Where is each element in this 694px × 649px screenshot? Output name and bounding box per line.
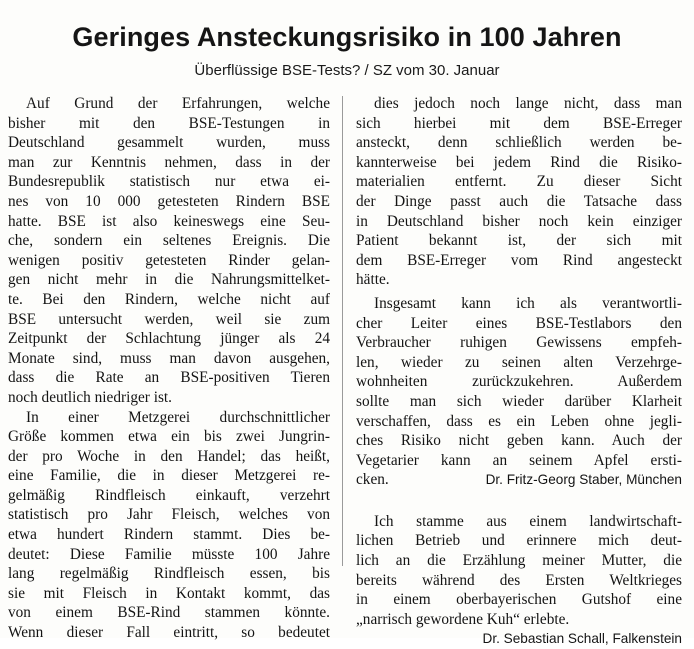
text-line: te. Bei den Rindern, welche nicht auf [8,290,330,308]
text-line: lang regelmäßig Rindfleisch essen, bis [8,565,330,583]
text-line: Verbraucher ruhigen Gewissens empfeh- [356,334,682,352]
text-line: len, wieder zu seinen alten Verzehrge- [356,353,682,371]
text-line: Größe kommen etwa ein bis zwei Jungrin- [8,428,330,446]
column-divider [342,96,343,566]
left-column [8,94,330,643]
text-line: ches Risiko nicht geben kann. Auch der [356,432,682,450]
text-line: che, sondern ein seltenes Ereignis. Die [8,232,330,250]
right-paragraph-1 [356,94,682,290]
text-line: statistisch pro Jahr Fleisch, welches von [8,506,330,524]
text-line: gen nicht mehr in die Nahrungsmittelket- [8,271,330,289]
text-line: Vegetarier kann an seinem Apfel ersti- [356,451,682,469]
text-line: In einer Metzgerei durchschnittlicher [26,408,330,426]
article-subheadline: Überflüssige BSE-Tests? / SZ vom 30. Januar [194,62,500,79]
text-line: deutet: Diese Familie müsste 100 Jahre [8,545,330,563]
text-line: sich hierbei mit dem BSE-Erreger [356,114,682,132]
text-line: in einem oberbayerischen Gutshof eine [356,591,682,609]
text-line: in Deutschland bisher noch kein einziger [356,212,682,230]
paragraph-ending: cken. [356,471,389,489]
text-line: Patient bekannt ist, der sich mit [356,232,682,250]
left-paragraph-2 [8,408,330,643]
text-line: verschaffen, dass es ein Leben ohne jegli- [356,412,682,430]
text-line: nes von 10 000 getesteten Rindern BSE [8,192,330,210]
signature-line-1 [356,470,682,490]
text-line: hatte. BSE ist also keineswegs eine Seu- [8,212,330,230]
text-line: ansteckt, denn schließlich werden be- [356,134,682,152]
text-line: Deutschland gesammelt wurden, muss [8,134,330,152]
text-line: gelmäßig Rindfleisch einkauft, verzehrt [8,486,330,504]
text-line: von einem BSE-Rind stammen könnte. [8,604,330,622]
text-line: Zeitpunkt der Schlachtung jünger als 24 [8,330,330,348]
paragraph-ending: „narrisch gewordene Kuh“ erlebte. [356,610,570,628]
text-line: bisher mit den BSE-Testungen in [8,114,330,132]
text-line: man zur Kenntnis nehmen, dass in der [8,153,330,171]
text-line: dem BSE-Erreger vom Rind angesteckt [356,251,682,269]
right-column [356,94,682,649]
letter-signature-2: Dr. Sebastian Schall, Falkenstein [482,631,682,647]
text-line: Insgesamt kann ich als verantwortli- [374,294,682,312]
article-headline: Geringes Ansteckungsrisiko in 100 Jahren [72,22,622,52]
text-line: wohnheiten zurückzukehren. Außerdem [356,373,682,391]
text-line: Monate sind, muss man davon ausgehen, [8,349,330,367]
text-line: dies jedoch noch lange nicht, dass man [374,95,682,112]
text-line: bereits während des Ersten Weltkrieges [356,571,682,589]
left-paragraph-1 [8,94,330,408]
text-line: Ich stamme aus einem landwirtschaft- [374,512,682,530]
text-line: wenigen positiv getesteten Rinder gelan- [8,251,330,269]
text-line: kannterweise bei jedem Rind die Risiko- [356,153,682,171]
text-line: etwa hundert Rindern stammt. Dies be- [8,526,330,544]
text-line: materialien entfernt. Zu dieser Sicht [356,173,682,191]
text-line: dass die Rate an BSE-positiven Tieren [8,369,330,387]
letter-signature-1: Dr. Fritz-Georg Staber, München [485,472,682,488]
text-line: lichen Betrieb und erinnere mich deut- [356,532,682,550]
text-line: der Dinge passt auch die Tatsache dass [356,192,682,210]
text-line: lich an die Erzählung meiner Mutter, die [356,552,682,570]
text-line: cher Leiter eines BSE-Testlabors den [356,314,682,332]
text-line: sie mit Fleisch in Kontakt kommt, das [8,584,330,602]
right-paragraph-2 [356,294,682,470]
text-line: Auf Grund der Erfahrungen, welche [26,95,330,112]
letter-gap [356,490,682,512]
text-line: Wenn dieser Fall eintritt, so bedeutet [8,624,330,642]
text-line: eine Familie, die in dieser Metzgerei re- [8,467,330,485]
text-line: sollte man sich wieder darüber Klarheit [356,392,682,410]
right-paragraph-3 [356,512,682,610]
text-line: BSE untersucht werden, weil sie zum [8,310,330,328]
text-line: noch deutlich niedriger ist. [8,388,172,406]
text-line: Bundesrepublik statistisch nur etwa ei- [8,173,330,191]
text-line: hätte. [356,271,390,289]
text-line: der pro Woche in den Handel; das heißt, [8,447,330,465]
